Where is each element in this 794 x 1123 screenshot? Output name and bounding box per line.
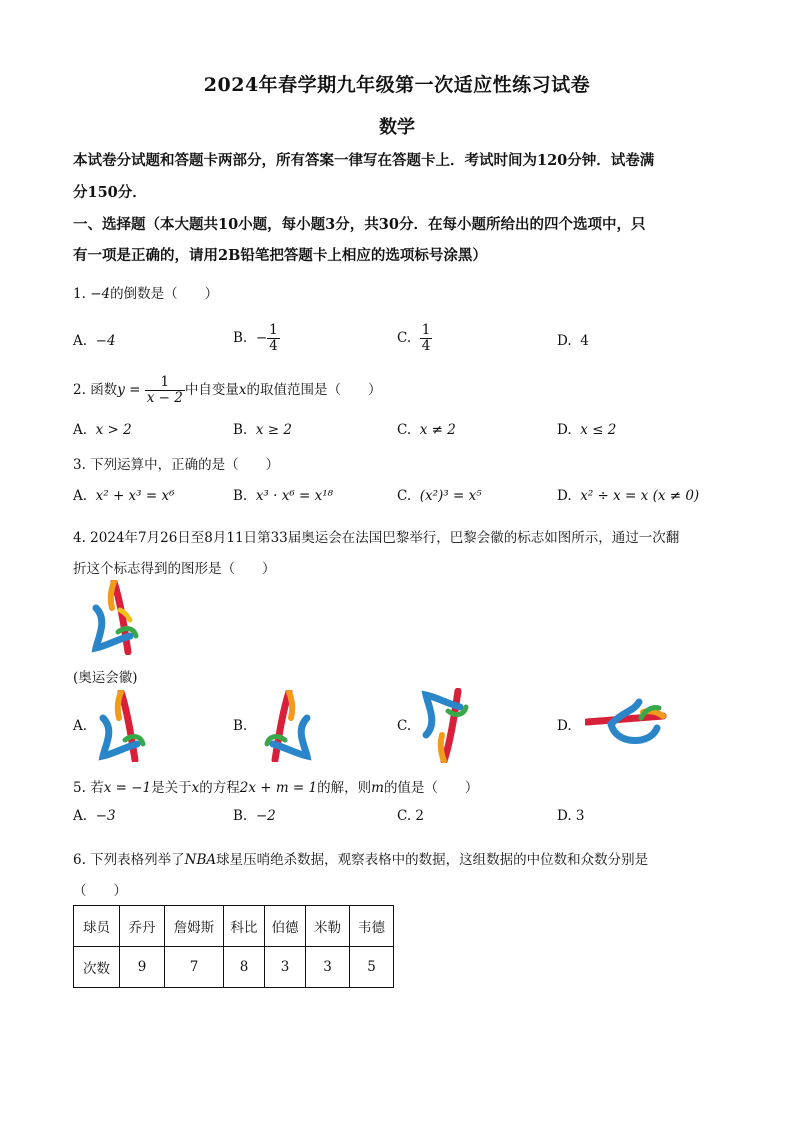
q1-option-c[interactable] [397, 323, 432, 354]
question-text: 的方程 [199, 780, 240, 796]
math-var: m [371, 780, 384, 796]
table-row [74, 906, 394, 947]
question-5-stem [73, 776, 478, 796]
table-cell: 9 [120, 947, 165, 988]
q2-option-c[interactable] [397, 422, 456, 438]
table-cell: 球员 [74, 906, 120, 947]
table-cell: 科比 [224, 906, 265, 947]
question-text: 的值是（ ） [383, 780, 479, 796]
math-expr: y = [117, 381, 141, 398]
intro-line-2: 分150分． [73, 184, 147, 201]
option-label: A. [73, 333, 88, 349]
option-label: A. [73, 808, 88, 824]
numerator: 1 [269, 322, 278, 338]
q2-option-b[interactable] [233, 422, 292, 438]
option-label: D. [557, 422, 572, 438]
table-cell: 3 [306, 947, 350, 988]
q1-option-b[interactable] [233, 323, 280, 354]
option-label: C. [397, 329, 412, 346]
q3-option-a[interactable] [73, 488, 175, 504]
nba-data-table [73, 905, 394, 988]
question-3-stem: 3. 下列运算中，正确的是（ ） [73, 457, 280, 473]
math-var: x [191, 780, 200, 796]
table-cell: 5 [350, 947, 394, 988]
section-heading-2: 有一项是正确的，请用2B铅笔把答题卡上相应的选项标号涂黑） [73, 247, 487, 264]
denominator: 4 [421, 337, 431, 354]
question-text: 的取值范围是（ ） [246, 381, 382, 398]
question-text: 中自变量 [184, 381, 239, 398]
logo-option-b-icon[interactable] [263, 690, 313, 762]
option-value: (x²)³ = x⁵ [419, 488, 482, 504]
option-label: A. [73, 488, 88, 504]
option-value: x ≠ 2 [419, 422, 456, 438]
option-value: 4 [580, 333, 589, 349]
q3-option-b[interactable] [233, 488, 333, 504]
table-cell: 7 [165, 947, 224, 988]
option-label: B. [233, 808, 248, 824]
option-value: x² + x³ = x⁶ [95, 488, 175, 504]
q4-option-b-label[interactable]: B. [233, 718, 248, 734]
option-label: C. [397, 488, 412, 504]
option-label: B. [233, 488, 248, 504]
question-6-stem [73, 848, 648, 868]
question-1-stem [73, 282, 218, 302]
table-cell: 韦德 [350, 906, 394, 947]
denominator: 4 [269, 337, 278, 354]
question-text: 是关于 [151, 780, 192, 796]
numerator: 1 [421, 322, 431, 338]
q3-option-d[interactable] [557, 488, 699, 504]
q1-option-d[interactable] [557, 333, 589, 349]
table-cell: 乔丹 [120, 906, 165, 947]
fraction [145, 375, 185, 406]
q4-option-c-label[interactable]: C. [397, 718, 412, 734]
subject-title: 数学 [379, 117, 415, 138]
table-cell: 次数 [74, 947, 120, 988]
paris-olympic-logo-icon [90, 580, 140, 655]
option-value: x³ · x⁶ = x¹⁸ [255, 488, 334, 504]
q3-option-c[interactable] [397, 488, 482, 504]
option-value: x² ÷ x = x (x ≠ 0) [580, 488, 700, 504]
table-cell: 3 [265, 947, 306, 988]
intro-line-1: 本试卷分试题和答题卡两部分，所有答案一律写在答题卡上．考试时间为120分钟．试卷满 [73, 152, 655, 169]
option-value: −3 [95, 808, 116, 824]
math-expr: NBA [184, 852, 217, 868]
math-expr: 2x + m = 1 [239, 780, 318, 796]
question-text: 若 [90, 780, 104, 796]
math-expr: x = −1 [103, 780, 152, 796]
question-4-line-2: 折这个标志得到的图形是（ ） [73, 561, 276, 577]
question-number: 2. [73, 381, 86, 398]
logo-caption: (奥运会徽) [73, 670, 138, 686]
q4-option-d-label[interactable]: D. [557, 718, 572, 734]
table-cell: 詹姆斯 [165, 906, 224, 947]
q5-option-d[interactable]: D. 3 [557, 808, 585, 824]
table-cell: 8 [224, 947, 265, 988]
option-label: B. [233, 329, 248, 346]
minus-sign: − [255, 329, 268, 346]
question-4-line-1: 4. 2024年7月26日至8月11日第33届奥运会在法国巴黎举行，巴黎会徽的标志如图所示，通过一次翻 [73, 530, 680, 546]
fraction [267, 323, 280, 354]
logo-option-a-icon[interactable] [97, 690, 147, 762]
q2-option-a[interactable] [73, 422, 132, 438]
option-value: −2 [255, 808, 276, 824]
question-text: 球星压哨绝杀数据，观察表格中的数据，这组数据的中位数和众数分别是 [216, 852, 649, 868]
option-label: D. [557, 333, 572, 349]
question-6-paren: （ ） [73, 883, 127, 899]
q5-option-a[interactable] [73, 808, 116, 824]
option-label: C. [397, 422, 412, 438]
table-cell: 伯德 [265, 906, 306, 947]
option-value: x ≥ 2 [255, 422, 292, 438]
table-cell: 米勒 [306, 906, 350, 947]
q2-option-d[interactable] [557, 422, 616, 438]
question-number: 5. [73, 780, 86, 796]
numerator: 1 [145, 375, 185, 391]
logo-option-c-icon[interactable] [420, 688, 470, 763]
q5-option-c[interactable]: C. 2 [397, 808, 425, 824]
fraction [420, 323, 433, 354]
math-expr: −4 [90, 286, 111, 302]
section-heading-1: 一、选择题（本大题共10小题，每小题3分，共30分．在每小题所给出的四个选项中，只 [73, 216, 646, 233]
question-text: 的倒数是（ ） [110, 286, 219, 302]
question-number: 1. [73, 286, 86, 302]
q1-option-a[interactable] [73, 333, 116, 349]
question-text: 函数 [90, 381, 118, 398]
option-label: A. [73, 422, 88, 438]
option-label: B. [233, 422, 248, 438]
option-value: x ≤ 2 [580, 422, 617, 438]
table-row [74, 947, 394, 988]
q4-option-a-label[interactable]: A. [73, 718, 88, 734]
question-2-stem [73, 375, 381, 406]
question-text: 的解，则 [317, 780, 372, 796]
option-value: −4 [95, 333, 116, 349]
question-text: 6. 下列表格列举了 [73, 852, 185, 868]
option-label: D. [557, 488, 572, 504]
math-var: x [238, 381, 247, 398]
denominator: x − 2 [146, 389, 183, 406]
page-title: 2024年春学期九年级第一次适应性练习试卷 [203, 74, 591, 96]
q5-option-b[interactable] [233, 808, 276, 824]
logo-option-d-icon[interactable] [585, 698, 667, 746]
option-value: x > 2 [95, 422, 132, 438]
